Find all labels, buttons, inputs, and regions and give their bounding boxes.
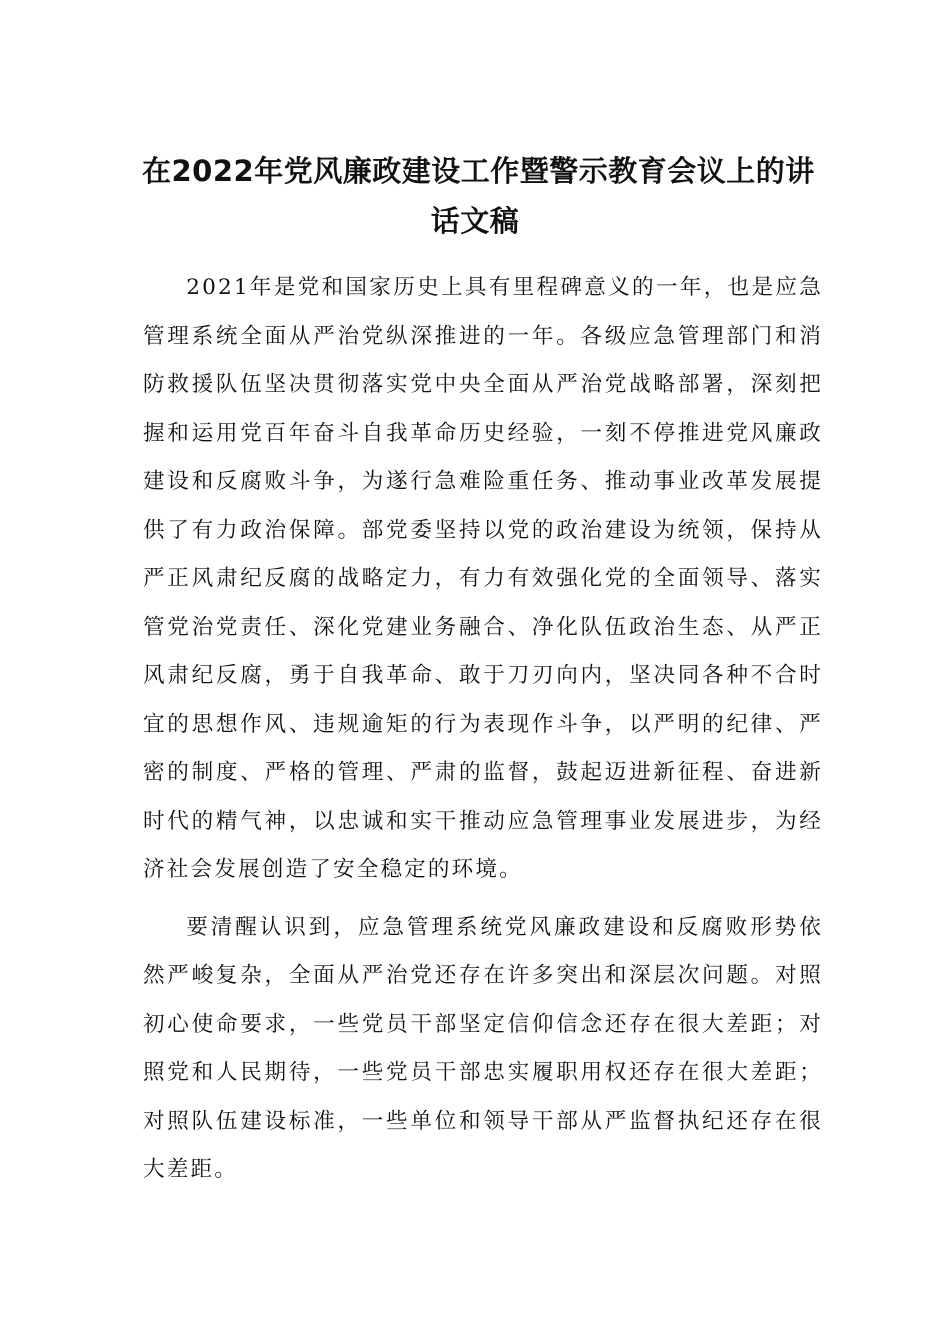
document-title <box>142 146 815 246</box>
paragraph-1: 2021年是党和国家历史上具有里程碑意义的一年，也是应急管理系统全面从严治党纵深推进的一年。各级应急管理部门和消防救援队伍坚决贯彻落实党中央全面从严治党战略部署，深刻把握和运用党百年奋斗自我革命历史经验，一刻不停推进党风廉政建设和反腐败斗争，为遂行急难险重任务、推动事业改革发展提供了有力政治保障。部党委坚持以党的政治建设为统领，保持从严正风肃纪反腐的战略定力，有力有效强化党的全面领导、落实管党治党责任、深化党建业务融合、净化队伍政治生态、从严正风肃纪反腐，勇于自我革命、敢于刀刃向内，坚决同各种不合时宜的思想作风、违规逾矩的行为表现作斗争，以严明的纪律、严密的制度、严格的管理、严肃的监督，鼓起迈进新征程、奋进新时代的精气神，以忠诚和实干推动应急管理事业发展进步，为经济社会发展创造了安全稳定的环境。 <box>143 275 823 882</box>
paragraph-2: 要清醒认识到，应急管理系统党风廉政建设和反腐败形势依然严峻复杂，全面从严治党还存在许多突出和深层次问题。对照初心使命要求，一些党员干部坚定信仰信念还存在很大差距；对照党和人民期待，一些党员干部忠实履职用权还存在很大差距；对照队伍建设标准，一些单位和领导干部从严监督执纪还存在很大差距。 <box>143 914 823 1182</box>
document-body <box>143 264 823 1204</box>
document-title-line-1: 在2022年党风廉政建设工作暨警示教育会议上的讲 <box>142 154 815 188</box>
document-title-line-2: 话文稿 <box>430 204 520 238</box>
